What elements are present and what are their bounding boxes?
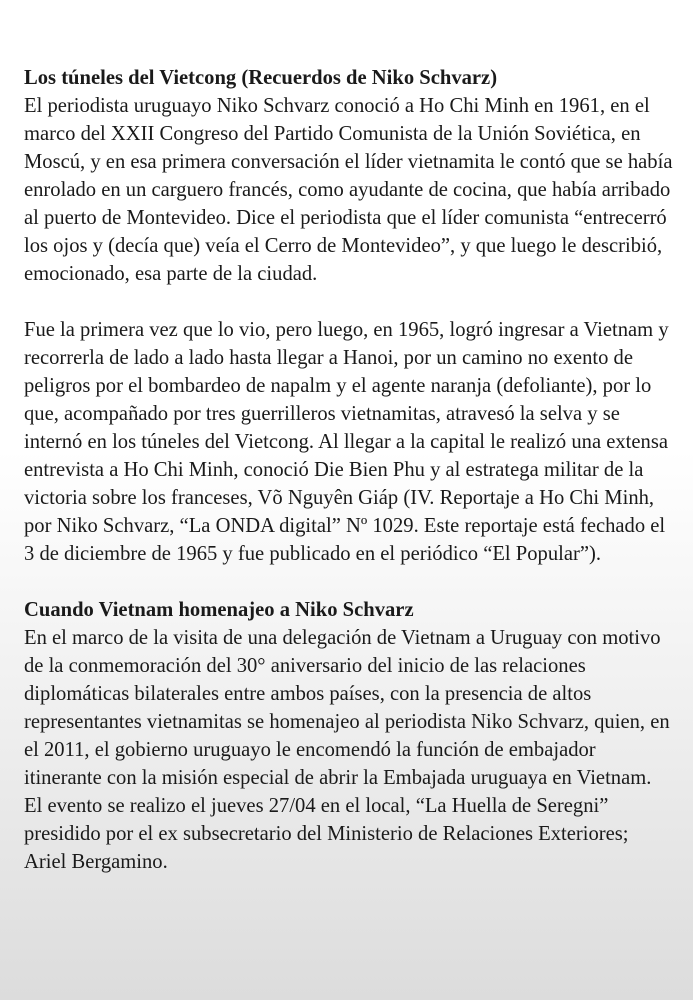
- section-heading: Cuando Vietnam homenajeo a Niko Schvarz: [24, 599, 414, 621]
- section-heading: Los túneles del Vietcong (Recuerdos de Niko Schvarz): [24, 67, 498, 89]
- paragraph: En el marco de la visita de una delegación de Vietnam a Uruguay con motivo de la conmemoración del 30° aniversario del inicio de las relaciones diplomáticas bilaterales entre ambos países, con la presencia de altos representantes vietnamitas se homenajeo al periodista Niko Schvarz, quien, en el 2011, el gobierno uruguayo le encomendó la función de embajador itinerante con la misión especial de abrir la Embajada uruguaya en Vietnam. El evento se realizo el jueves 27/04 en el local, “La Huella de Seregni” presidido por el ex subsecretario del Ministerio de Relaciones Exteriores; Ariel Bergamino.: [24, 627, 670, 873]
- section-vietnam-tribute: [24, 596, 673, 876]
- paragraph: Fue la primera vez que lo vio, pero luego, en 1965, logró ingresar a Vietnam y recorrerla de lado a lado hasta llegar a Hanoi, por un camino no exento de peligros por el bombardeo de napalm y el agente naranja (defoliante), por lo que, acompañado por tres guerrilleros vietnamitas, atravesó la selva y se internó en los túneles del Vietcong. Al llegar a la capital le realizó una extensa entrevista a Ho Chi Minh, conoció Die Bien Phu y al estratega militar de la victoria sobre los franceses, Võ Nguyên Giáp (IV. Reportaje a Ho Chi Minh, por Niko Schvarz, “La ONDA digital” Nº 1029. Este reportaje está fechado el 3 de diciembre de 1965 y fue publicado en el periódico “El Popular”).: [24, 319, 669, 565]
- section-vietcong-tunnels: [24, 64, 673, 568]
- paragraph: El periodista uruguayo Niko Schvarz conoció a Ho Chi Minh en 1961, en el marco del XXII Congreso del Partido Comunista de la Unión Soviética, en Moscú, y en esa primera conversación el líder vietnamita le contó que se había enrolado en un carguero francés, como ayudante de cocina, que había arribado al puerto de Montevideo. Dice el periodista que el líder comunista “entrecerró los ojos y (decía que) veía el Cerro de Montevideo”, y que luego le describió, emocionado, esa parte de la ciudad.: [24, 95, 673, 285]
